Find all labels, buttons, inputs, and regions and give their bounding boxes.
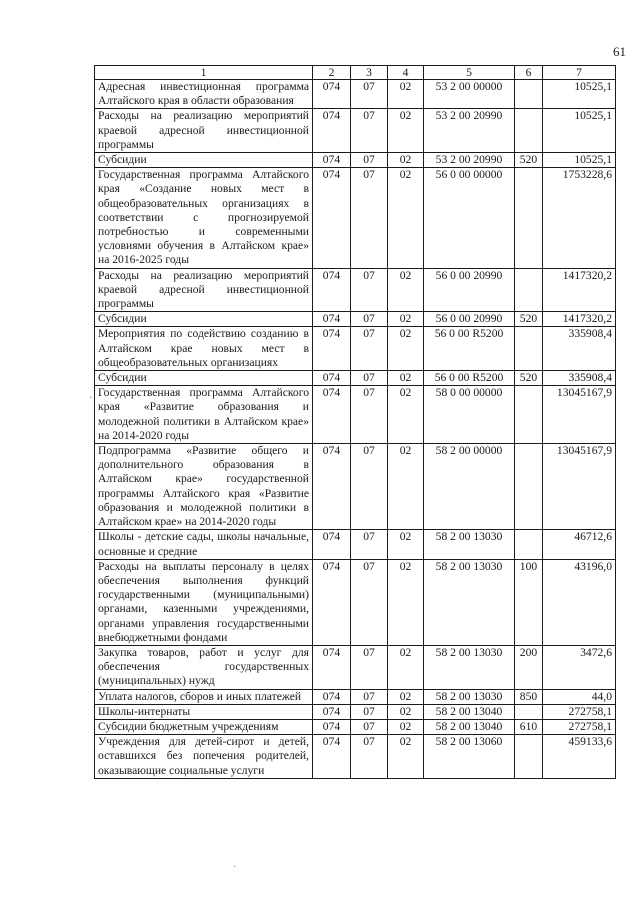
column-header: 2 (313, 66, 351, 80)
row-expense-type (515, 530, 543, 559)
row-target-article: 58 2 00 13060 (424, 735, 515, 779)
scan-mark: · (89, 393, 93, 404)
row-section-code: 07 (351, 153, 388, 168)
row-subsection-code: 02 (388, 735, 424, 779)
table-row (95, 704, 616, 719)
row-section-code: 07 (351, 704, 388, 719)
row-name: Расходы на реализацию мероприятий краевой адресной инвестиционной программы (95, 268, 313, 312)
row-section-code: 07 (351, 689, 388, 704)
row-target-article: 56 0 00 R5200 (424, 371, 515, 386)
row-expense-type: 520 (515, 371, 543, 386)
row-subsection-code: 02 (388, 704, 424, 719)
row-amount: 335908,4 (543, 371, 616, 386)
row-amount: 43196,0 (543, 559, 616, 645)
page-number: 61 (613, 44, 626, 59)
row-name: Субсидии (95, 312, 313, 327)
row-ministry-code: 074 (313, 530, 351, 559)
row-expense-type: 100 (515, 559, 543, 645)
row-ministry-code: 074 (313, 444, 351, 530)
row-section-code: 07 (351, 312, 388, 327)
row-ministry-code: 074 (313, 168, 351, 268)
row-amount: 272758,1 (543, 719, 616, 734)
table-row (95, 735, 616, 779)
row-name: Школы-интернаты (95, 704, 313, 719)
table-row (95, 719, 616, 734)
row-ministry-code: 074 (313, 268, 351, 312)
table-row (95, 645, 616, 689)
row-section-code: 07 (351, 80, 388, 109)
row-amount: 13045167,9 (543, 386, 616, 444)
table-row (95, 386, 616, 444)
row-expense-type: 520 (515, 153, 543, 168)
row-expense-type (515, 80, 543, 109)
table-row (95, 371, 616, 386)
row-section-code: 07 (351, 109, 388, 153)
table-row (95, 80, 616, 109)
row-target-article: 58 2 00 13030 (424, 530, 515, 559)
column-header: 6 (515, 66, 543, 80)
row-name: Субсидии (95, 153, 313, 168)
row-amount: 10525,1 (543, 153, 616, 168)
row-expense-type: 610 (515, 719, 543, 734)
row-subsection-code: 02 (388, 645, 424, 689)
row-name: Государственная программа Алтайского края «Развитие образования и молодежной политики в Алтайском крае» на 2014-2020 годы (95, 386, 313, 444)
row-amount: 1753228,6 (543, 168, 616, 268)
row-ministry-code: 074 (313, 559, 351, 645)
scan-mark: · (233, 862, 237, 873)
row-amount: 1417320,2 (543, 312, 616, 327)
row-name: Адресная инвестиционная программа Алтайского края в области образования (95, 80, 313, 109)
row-expense-type (515, 168, 543, 268)
row-target-article: 56 0 00 20990 (424, 268, 515, 312)
row-section-code: 07 (351, 645, 388, 689)
row-name: Закупка товаров, работ и услуг для обеспечения государственных (муниципальных) нужд (95, 645, 313, 689)
table-row (95, 168, 616, 268)
table-row (95, 327, 616, 371)
row-section-code: 07 (351, 559, 388, 645)
row-name: Государственная программа Алтайского края «Создание новых мест в общеобразовательных организациях в соответствии с прогнозируемой потребностью и современными условиями обучения в Алтайском крае» на 2016-2025 годы (95, 168, 313, 268)
row-target-article: 56 0 00 00000 (424, 168, 515, 268)
row-ministry-code: 074 (313, 327, 351, 371)
row-name: Субсидии бюджетным учреждениям (95, 719, 313, 734)
row-expense-type: 520 (515, 312, 543, 327)
table-row (95, 559, 616, 645)
table-row (95, 530, 616, 559)
row-ministry-code: 074 (313, 312, 351, 327)
row-target-article: 58 2 00 13040 (424, 719, 515, 734)
row-section-code: 07 (351, 268, 388, 312)
row-subsection-code: 02 (388, 153, 424, 168)
row-subsection-code: 02 (388, 559, 424, 645)
row-name: Расходы на реализацию мероприятий краевой адресной инвестиционной программы (95, 109, 313, 153)
row-amount: 10525,1 (543, 80, 616, 109)
table-row (95, 109, 616, 153)
row-subsection-code: 02 (388, 444, 424, 530)
row-amount: 13045167,9 (543, 444, 616, 530)
row-section-code: 07 (351, 735, 388, 779)
row-target-article: 53 2 00 20990 (424, 153, 515, 168)
row-name: Уплата налогов, сборов и иных платежей (95, 689, 313, 704)
row-section-code: 07 (351, 371, 388, 386)
row-amount: 459133,6 (543, 735, 616, 779)
row-name: Расходы на выплаты персоналу в целях обеспечения выполнения функций государственными (муниципальными) органами, казенными учреждениями, органами управления государственными внебюджетными фондами (95, 559, 313, 645)
row-target-article: 56 0 00 R5200 (424, 327, 515, 371)
table-row (95, 153, 616, 168)
row-name: Подпрограмма «Развитие общего и дополнительного образования в Алтайском крае» государственной программы Алтайского края «Развитие образования и молодежной политики в Алтайском крае» на 2014-2020 годы (95, 444, 313, 530)
row-ministry-code: 074 (313, 153, 351, 168)
row-ministry-code: 074 (313, 386, 351, 444)
row-subsection-code: 02 (388, 530, 424, 559)
row-amount: 1417320,2 (543, 268, 616, 312)
row-amount: 335908,4 (543, 327, 616, 371)
row-subsection-code: 02 (388, 371, 424, 386)
row-expense-type (515, 268, 543, 312)
row-expense-type (515, 704, 543, 719)
row-target-article: 58 2 00 13030 (424, 645, 515, 689)
row-expense-type (515, 109, 543, 153)
row-target-article: 58 2 00 13030 (424, 689, 515, 704)
table-row (95, 689, 616, 704)
row-name: Школы - детские сады, школы начальные, основные и средние (95, 530, 313, 559)
row-subsection-code: 02 (388, 312, 424, 327)
row-subsection-code: 02 (388, 109, 424, 153)
column-header: 3 (351, 66, 388, 80)
row-amount: 272758,1 (543, 704, 616, 719)
row-expense-type (515, 386, 543, 444)
row-ministry-code: 074 (313, 689, 351, 704)
header-row (95, 66, 616, 80)
row-section-code: 07 (351, 444, 388, 530)
table-header (95, 66, 616, 80)
row-subsection-code: 02 (388, 80, 424, 109)
row-name: Учреждения для детей-сирот и детей, оставшихся без попечения родителей, оказывающие социальные услуги (95, 735, 313, 779)
row-subsection-code: 02 (388, 386, 424, 444)
row-amount: 3472,6 (543, 645, 616, 689)
row-expense-type (515, 444, 543, 530)
row-section-code: 07 (351, 327, 388, 371)
row-target-article: 58 2 00 13040 (424, 704, 515, 719)
row-name: Субсидии (95, 371, 313, 386)
row-ministry-code: 074 (313, 704, 351, 719)
row-target-article: 58 0 00 00000 (424, 386, 515, 444)
row-subsection-code: 02 (388, 268, 424, 312)
row-subsection-code: 02 (388, 327, 424, 371)
table-row (95, 268, 616, 312)
row-subsection-code: 02 (388, 689, 424, 704)
row-expense-type (515, 735, 543, 779)
column-header: 5 (424, 66, 515, 80)
column-header: 1 (95, 66, 313, 80)
row-expense-type (515, 327, 543, 371)
row-ministry-code: 074 (313, 719, 351, 734)
row-target-article: 58 2 00 00000 (424, 444, 515, 530)
row-ministry-code: 074 (313, 109, 351, 153)
row-expense-type: 200 (515, 645, 543, 689)
budget-table (94, 65, 616, 779)
row-expense-type: 850 (515, 689, 543, 704)
table-row (95, 444, 616, 530)
row-target-article: 56 0 00 20990 (424, 312, 515, 327)
row-section-code: 07 (351, 719, 388, 734)
row-amount: 10525,1 (543, 109, 616, 153)
row-target-article: 53 2 00 20990 (424, 109, 515, 153)
row-subsection-code: 02 (388, 168, 424, 268)
table-body (95, 80, 616, 779)
row-name: Мероприятия по содействию созданию в Алтайском крае новых мест в общеобразовательных организациях (95, 327, 313, 371)
row-amount: 46712,6 (543, 530, 616, 559)
row-subsection-code: 02 (388, 719, 424, 734)
row-amount: 44,0 (543, 689, 616, 704)
row-ministry-code: 074 (313, 645, 351, 689)
row-section-code: 07 (351, 386, 388, 444)
row-ministry-code: 074 (313, 735, 351, 779)
row-ministry-code: 074 (313, 80, 351, 109)
row-section-code: 07 (351, 530, 388, 559)
row-target-article: 58 2 00 13030 (424, 559, 515, 645)
column-header: 7 (543, 66, 616, 80)
column-header: 4 (388, 66, 424, 80)
row-section-code: 07 (351, 168, 388, 268)
table-row (95, 312, 616, 327)
row-ministry-code: 074 (313, 371, 351, 386)
row-target-article: 53 2 00 00000 (424, 80, 515, 109)
